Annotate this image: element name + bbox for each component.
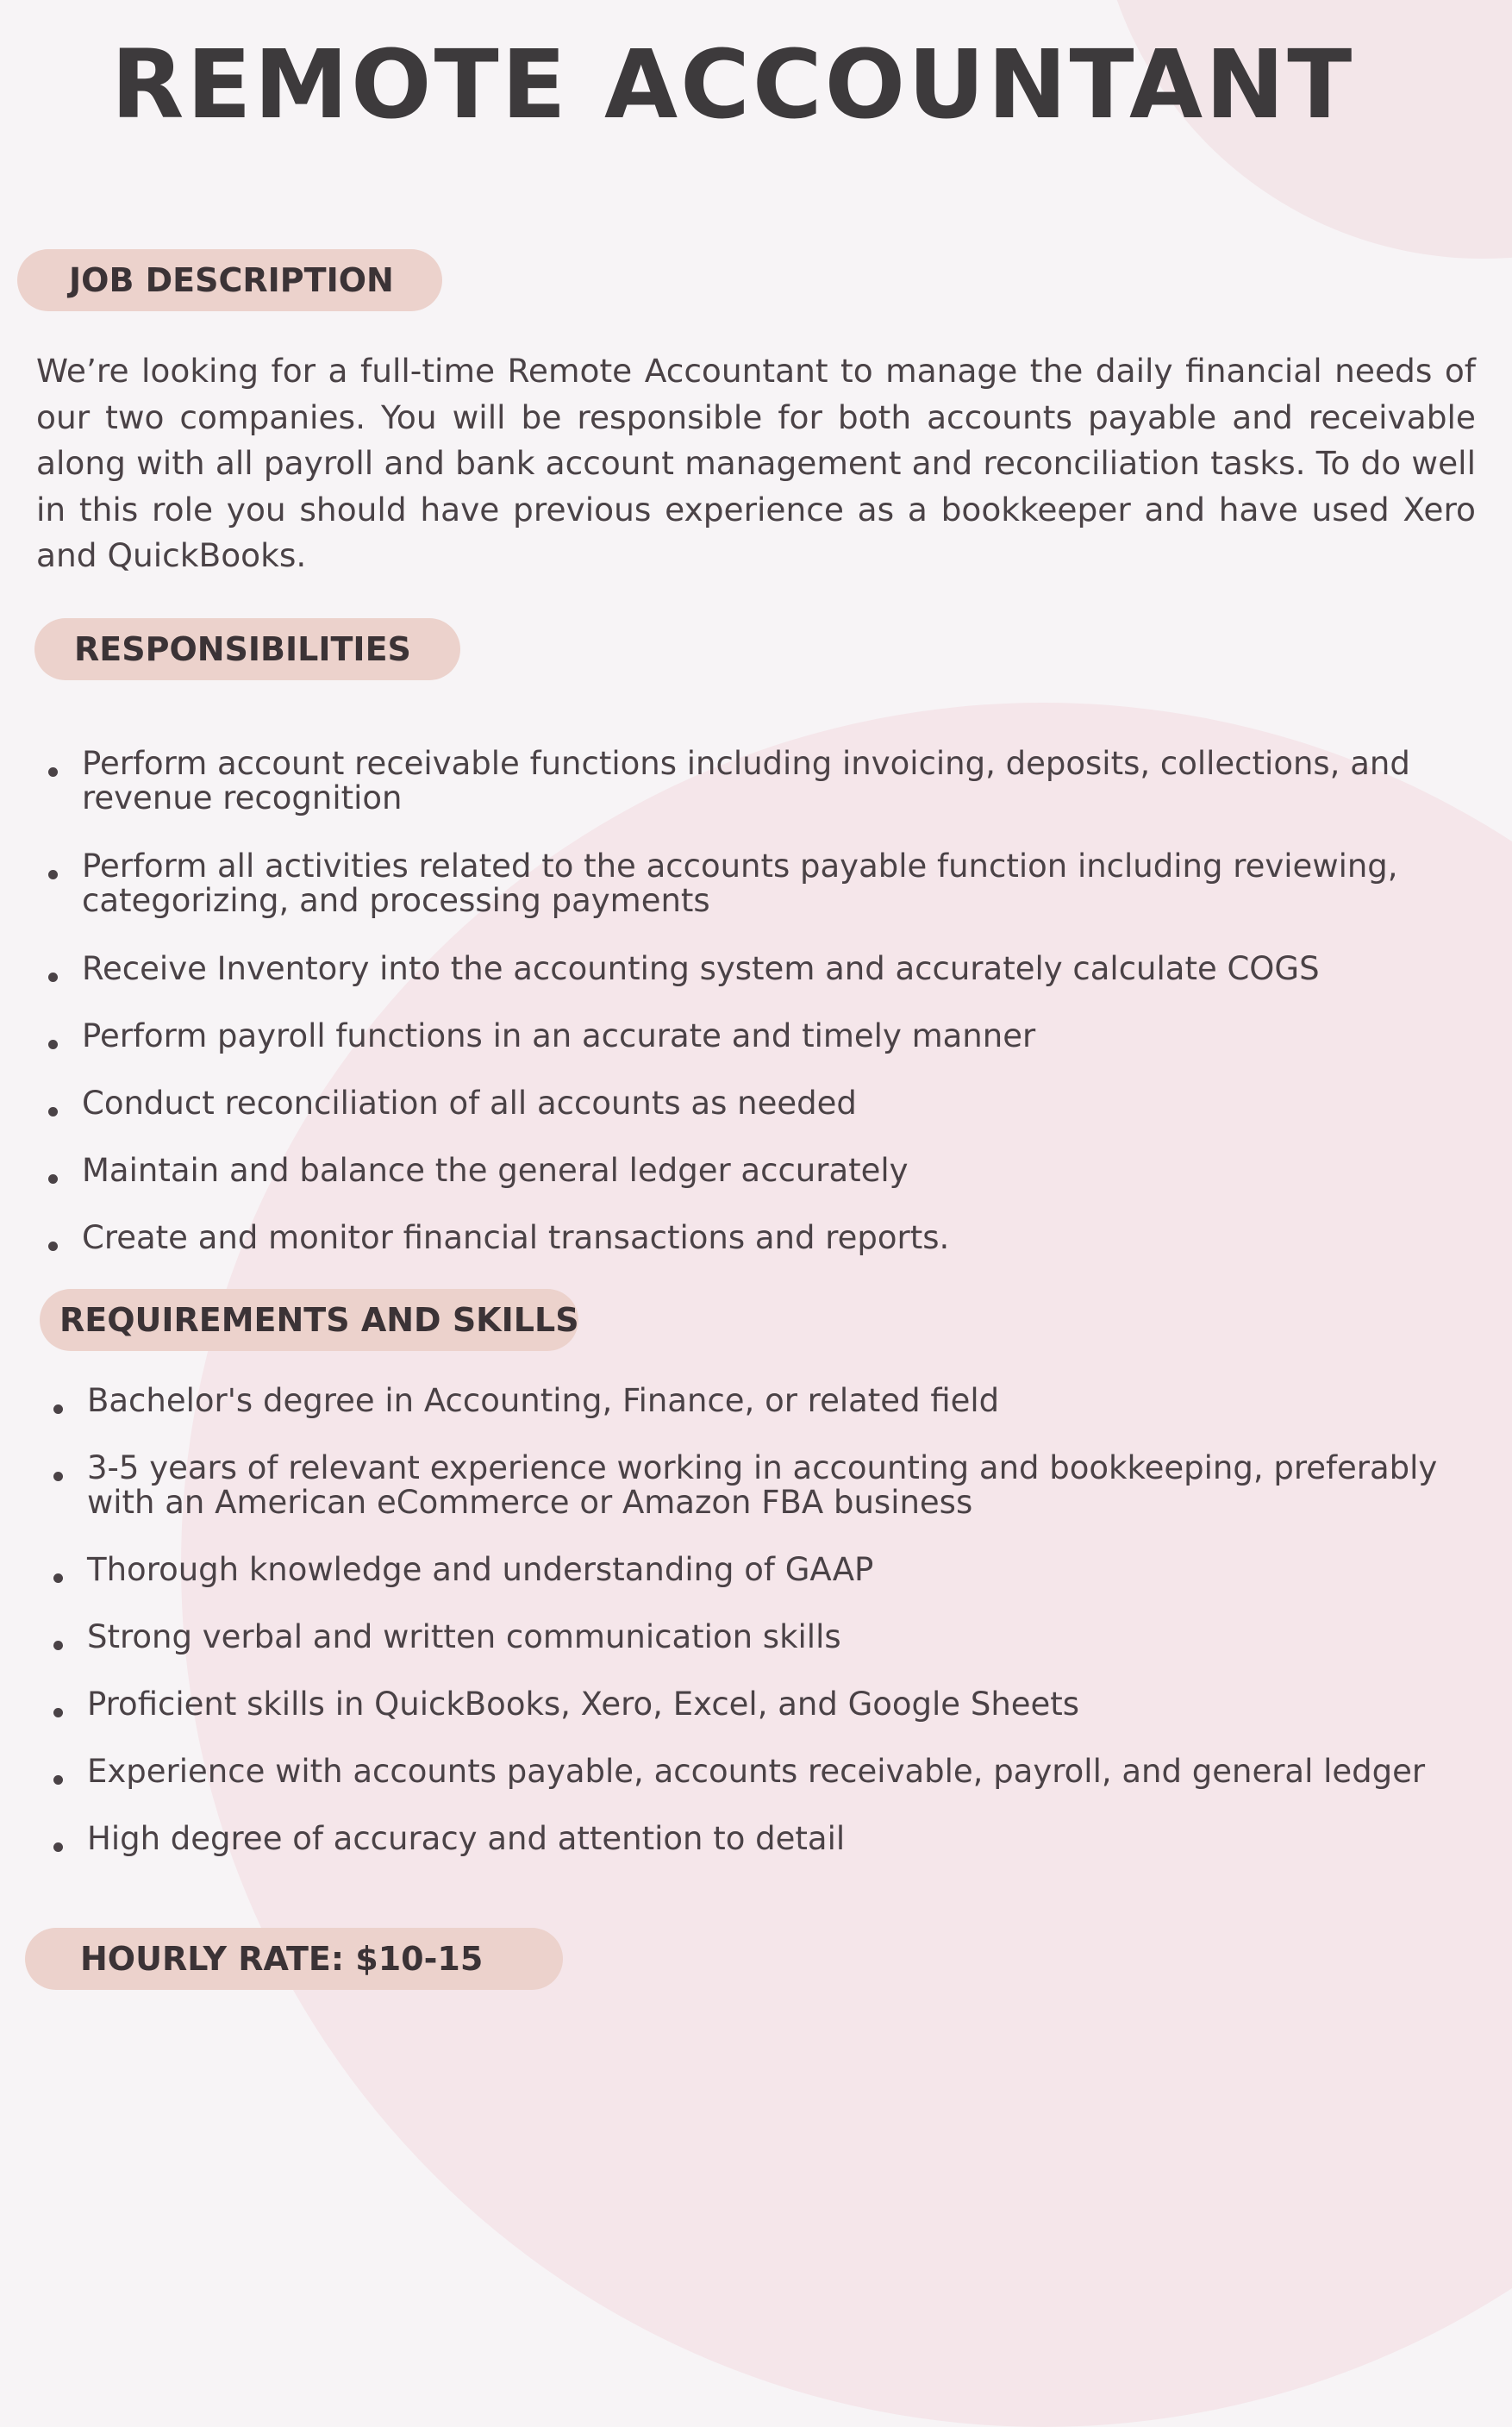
job-description-heading-label: JOB DESCRIPTION [69, 261, 394, 299]
bullet-icon [53, 1842, 63, 1852]
requirements-heading [40, 1289, 578, 1351]
responsibilities-heading-label: RESPONSIBILITIES [74, 630, 411, 668]
responsibilities-heading [34, 618, 460, 680]
bullet-icon [48, 1242, 58, 1251]
bullet-icon [48, 1174, 58, 1184]
bullet-icon [53, 1472, 63, 1481]
bullet-icon [48, 973, 58, 982]
requirement-item: Proficient skills in QuickBooks, Xero, Excel, and Google Sheets [48, 1687, 1479, 1722]
responsibility-item: Maintain and balance the general ledger accurately [43, 1154, 1474, 1188]
job-description-text: We’re looking for a full-time Remote Accountant to manage the daily financial needs of our two companies. You will be responsible for both accounts payable and receivable along with all payroll and bank account management and reconciliation tasks. To do well in this role you should have previous experience as a bookkeeper and have used Xero and QuickBooks. [36, 352, 1476, 575]
job-description-heading [17, 249, 442, 311]
responsibility-item: Create and monitor financial transactions and reports. [43, 1221, 1474, 1255]
bullet-icon [53, 1573, 63, 1583]
bullet-icon [48, 870, 58, 879]
bullet-icon [48, 1107, 58, 1117]
requirement-item: 3-5 years of relevant experience working in accounting and bookkeeping, preferably with an American eCommerce or Amazon FBA business [48, 1451, 1479, 1520]
requirement-item: Experience with accounts payable, accounts receivable, payroll, and general ledger [48, 1755, 1479, 1789]
page-title: REMOTE ACCOUNTANT [110, 29, 1355, 140]
requirements-list [48, 1384, 1479, 1856]
bullet-icon [48, 767, 58, 777]
bullet-icon [53, 1708, 63, 1717]
bullet-icon [48, 1040, 58, 1049]
responsibility-item: Receive Inventory into the accounting system and accurately calculate COGS [43, 952, 1474, 986]
responsibility-item: Conduct reconciliation of all accounts as needed [43, 1086, 1474, 1121]
bullet-icon [53, 1404, 63, 1414]
requirement-item: Strong verbal and written communication skills [48, 1620, 1479, 1654]
hourly-rate-badge [25, 1928, 563, 1990]
responsibility-item: Perform account receivable functions including invoicing, deposits, collections, and revenue recognition [43, 747, 1474, 816]
responsibilities-list [43, 747, 1474, 1255]
requirement-item: High degree of accuracy and attention to detail [48, 1822, 1479, 1856]
requirements-heading-label: REQUIREMENTS AND SKILLS [59, 1301, 579, 1339]
requirement-item: Thorough knowledge and understanding of GAAP [48, 1553, 1479, 1587]
responsibility-item: Perform payroll functions in an accurate and timely manner [43, 1019, 1474, 1054]
bullet-icon [53, 1641, 63, 1650]
responsibility-item: Perform all activities related to the accounts payable function including reviewing, categorizing, and processing payments [43, 849, 1474, 918]
hourly-rate-label: HOURLY RATE: $10-15 [80, 1940, 484, 1978]
requirement-item: Bachelor's degree in Accounting, Finance, or related field [48, 1384, 1479, 1418]
bullet-icon [53, 1775, 63, 1785]
